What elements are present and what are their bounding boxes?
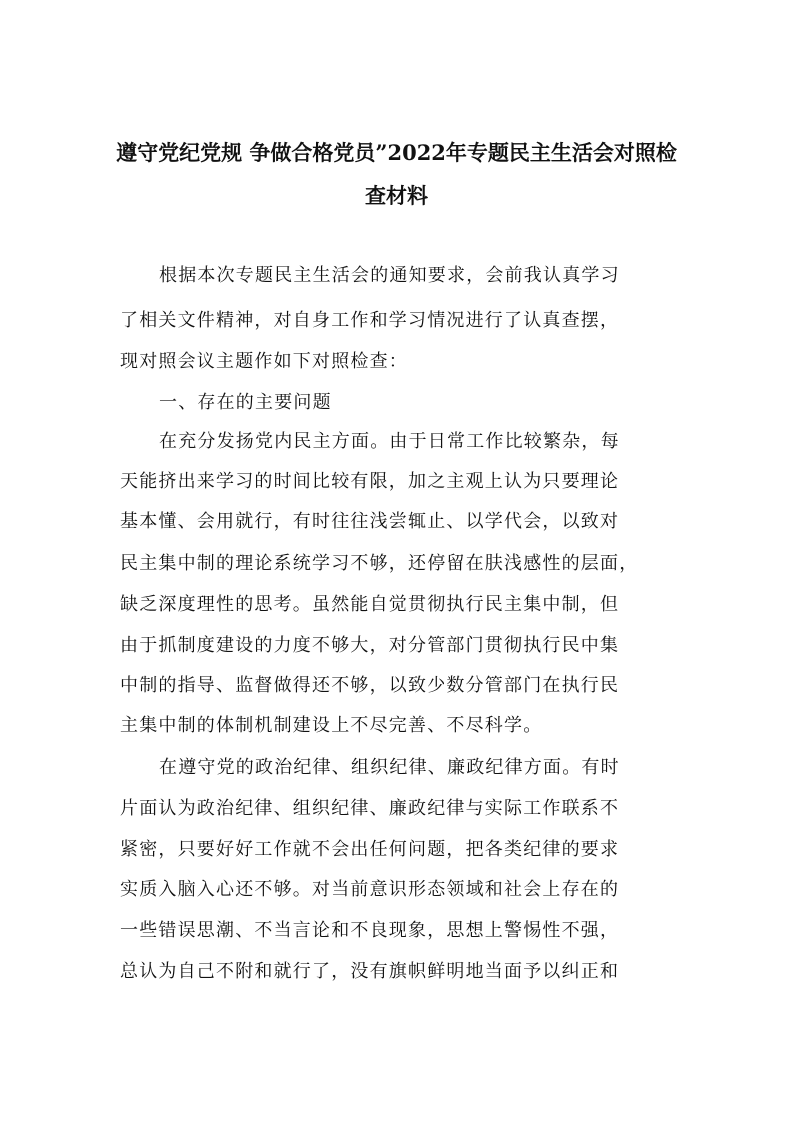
body-text-line: 实质入脑入心还不够。对当前意识形态领域和社会上存在的 — [120, 879, 620, 900]
body-text-line: 基本懂、会用就行，有时往往浅尝辄止、以学代会，以致对 — [120, 511, 620, 532]
body-text-line: 由于抓制度建设的力度不够大，对分管部门贯彻执行民中集 — [120, 635, 620, 656]
body-text-line: 一些错误思潮、不当言论和不良现象，思想上警惕性不强， — [120, 920, 620, 941]
body-text-line: 天能挤出来学习的时间比较有限，加之主观上认为只要理论 — [120, 471, 620, 492]
body-text-line: 缺乏深度理性的思考。虽然能自觉贯彻执行民主集中制，但 — [120, 594, 620, 615]
body-text-line: 紧密，只要好好工作就不会出任何问题，把各类纪律的要求 — [120, 839, 620, 860]
body-text-line: 中制的指导、监督做得还不够，以致少数分管部门在执行民 — [120, 675, 620, 696]
body-text-line: 根据本次专题民主生活会的通知要求，会前我认真学习 — [159, 265, 620, 286]
body-text-line: 现对照会议主题作如下对照检查： — [120, 351, 408, 372]
document-title-line-2: 查材料 — [365, 183, 428, 208]
body-text-line: 在充分发扬党内民主方面。由于日常工作比较繁杂，每 — [159, 431, 620, 452]
section-heading: 一、存在的主要问题 — [159, 392, 332, 413]
body-text-line: 总认为自己不附和就行了，没有旗帜鲜明地当面予以纠正和 — [120, 961, 620, 982]
body-text-line: 在遵守党的政治纪律、组织纪律、廉政纪律方面。有时 — [159, 757, 620, 778]
body-text-line: 民主集中制的理论系统学习不够，还停留在肤浅感性的层面， — [120, 553, 639, 574]
document-title-line-1: 遵守党纪党规 争做合格党员”2022年专题民主生活会对照检 — [116, 140, 677, 165]
body-text-line: 了相关文件精神，对自身工作和学习情况进行了认真查摆， — [120, 310, 620, 331]
body-text-line: 主集中制的体制机制建设上不尽完善、不尽科学。 — [120, 715, 543, 736]
body-text-line: 片面认为政治纪律、组织纪律、廉政纪律与实际工作联系不 — [120, 798, 620, 819]
